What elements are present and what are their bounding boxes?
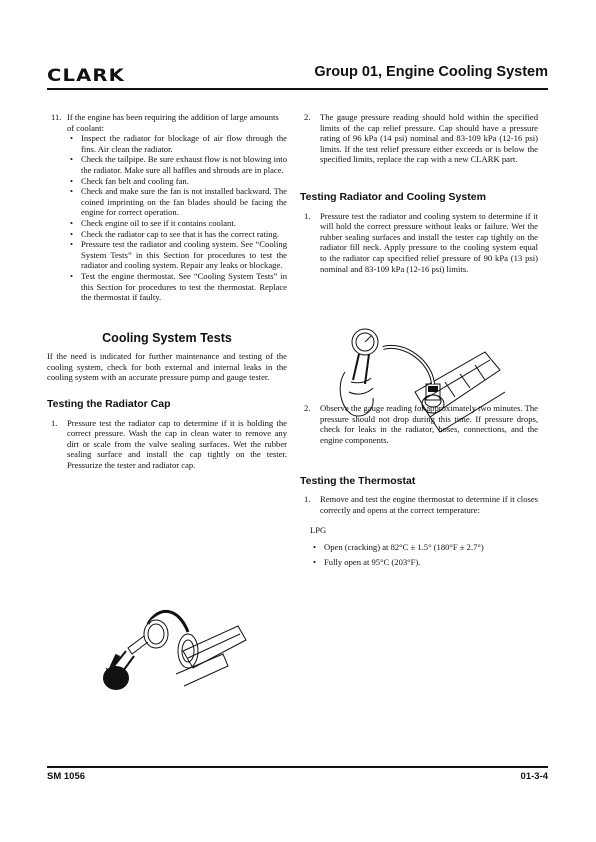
manual-number: SM 1056 <box>47 771 86 782</box>
step-text: If the engine has been requiring the addition of large amounts of coolant: <box>67 112 279 133</box>
step-text: Observe the gauge reading for approximately two minutes. The pressure should not drop during this time. If pressure drops, check for leaks in the radiator, hoses, connections, and the engine components. <box>320 403 538 445</box>
radiator-pressure-tester-illustration <box>335 322 505 437</box>
lpg-label: LPG <box>310 525 327 536</box>
list-item: • Check and make sure the fan is not installed backward. The coined imprinting on the fan blades should be facing the engine for correct operation. <box>67 186 287 218</box>
step-number: 1. <box>51 417 58 428</box>
lpg-temperature-list <box>310 542 538 568</box>
thermostat-heading: Testing the Thermostat <box>300 474 416 487</box>
left-column <box>47 112 287 471</box>
page-number: 01-3-4 <box>520 771 548 782</box>
cap-step-2 <box>300 112 538 165</box>
list-item: • Inspect the radiator for blockage of air flow through the fins. Air clean the radiator. <box>67 133 287 154</box>
step-text: Remove and test the engine thermostat to determine if it closes correctly and opens at the correct temperature: <box>320 494 538 515</box>
list-item: • Fully open at 95°C (203°F). <box>310 557 538 568</box>
step-11 <box>47 112 287 303</box>
pump-bulb <box>103 666 129 690</box>
section-title: Group 01, Engine Cooling System <box>314 64 548 80</box>
step-number: 1. <box>304 210 311 221</box>
list-item: • Pressure test the radiator and cooling system. See “Cooling System Tests” in this Section for procedures to test the radiator and cooling system. Repair any leaks or blockage. <box>67 239 287 271</box>
step-number: 2. <box>304 403 311 414</box>
header-rule <box>47 88 548 90</box>
list-item: • Open (cracking) at 82°C ± 1.5° (180°F ± 2.7°) <box>310 542 538 553</box>
step-number: 11. <box>51 112 62 122</box>
step-text: The gauge pressure reading should hold within the specified limits of the cap relief pressure. Cap should have a pressure rating of 96 kPa (14 psi) nominal and 83-109 kPa (12-16 psi) limits. If the test relief pressure either exceeds or is below the specified limits, replace the cap with a new CLARK part. <box>320 112 538 165</box>
list-item: • Check the tailpipe. Be sure exhaust flow is not blowing into the radiator. Make sure all baffles and shrouds are in place. <box>67 154 287 175</box>
footer-rule <box>47 766 548 768</box>
radiator-cap-tester-illustration <box>88 596 248 696</box>
list-item: • Check engine oil to see if it contains coolant. <box>67 218 287 229</box>
radiator-cap-step-1 <box>47 418 287 471</box>
coolant-checklist <box>67 133 287 303</box>
cooling-tests-intro: If the need is indicated for further maintenance and testing of the cooling system, check for both external and internal leaks in the cooling system with an accurate pressure pump and gauge tester. <box>47 351 287 383</box>
clark-logo: CLARK <box>47 66 125 86</box>
list-item: • Check the radiator cap to see that it has the correct rating. <box>67 229 287 240</box>
tester-cap-knurl <box>428 386 438 392</box>
cooling-tests-heading: Cooling System Tests <box>102 330 232 345</box>
radiator-cap-heading: Testing the Radiator Cap <box>47 398 171 411</box>
radiator-system-heading: Testing Radiator and Cooling System <box>300 190 486 203</box>
list-item: • Check fan belt and cooling fan. <box>67 176 287 187</box>
thermostat-step-1 <box>300 494 538 515</box>
step-text: Pressure test the radiator and cooling system to determine if it will hold the correct pressure without leaks or failure. Wet the rubber sealing surfaces and install the tester cap tightly on the radiator fill neck. Apply pressure to the cooling system equal to the radiator cap specified relief pressure of 90 kPa (13 psi) nominal and 83-109 kPa (12-16 psi) limits. <box>320 210 538 274</box>
step-number: 1. <box>304 494 311 505</box>
page-header <box>47 62 548 88</box>
step-number: 2. <box>304 112 311 122</box>
step-text: Pressure test the radiator cap to determine if it is holding the correct pressure. Wash the cap in clean water to remove any dirt or scale from the valve sealing surfaces. Wet the rubber sealing surface and install the cap tightly on the tester. Pressurize the tester and radiator cap. <box>67 417 287 471</box>
radiator-system-step-1 <box>300 211 538 275</box>
list-item: • Test the engine thermostat. See “Cooling System Tests” in this Section for procedures to test the thermostat. Replace the thermostat if faulty. <box>67 271 287 303</box>
